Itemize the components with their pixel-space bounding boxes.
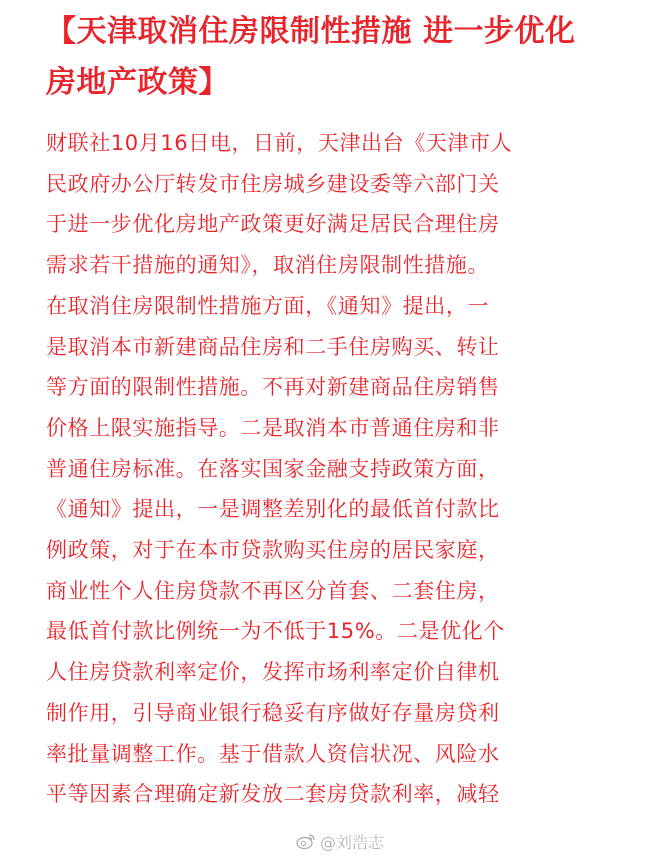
body-line: 平等因素合理确定新发放二套房贷款利率，减轻 — [46, 782, 500, 807]
body-line: 财联社10月16日电，日前，天津出台《天津市人 — [46, 131, 513, 155]
body-line: 例政策，对于在本市贷款购买住房的居民家庭， — [46, 538, 500, 563]
weibo-logo-icon — [296, 832, 316, 850]
title-line-2: 房地产政策】 — [46, 65, 229, 100]
body-line: 率批量调整工作。基于借款人资信状况、风险水 — [46, 741, 500, 766]
body-line: 人住房贷款利率定价，发挥市场利率定价自律机 — [46, 660, 500, 685]
watermark-text: @刘浩志 — [320, 832, 385, 852]
body-line: 普通住房标准。在落实国家金融支持政策方面， — [46, 456, 500, 481]
article-body — [46, 123, 646, 815]
body-line: 需求若干措施的通知》，取消住房限制性措施。 — [46, 253, 490, 278]
body-line: 在取消住房限制性措施方面，《通知》提出，一 — [46, 293, 490, 318]
body-line: 制作用，引导商业银行稳妥有序做好存量房贷利 — [46, 700, 500, 725]
title-line-1: 【天津取消住房限制性措施 进一步优化 — [46, 14, 576, 49]
body-line: 《通知》提出，一是调整差别化的最低首付款比 — [46, 497, 500, 522]
watermark — [296, 830, 384, 852]
body-line: 商业性个人住房贷款不再区分首套、二套住房， — [46, 578, 500, 603]
article-title — [46, 6, 646, 108]
body-line: 于进一步优化房地产政策更好满足居民合理住房 — [46, 212, 500, 237]
body-line: 是取消本市新建商品住房和二手住房购买、转让 — [46, 334, 500, 359]
body-line: 最低首付款比例统一为不低于15%。二是优化个 — [46, 619, 505, 644]
body-line: 价格上限实施指导。二是取消本市普通住房和非 — [46, 415, 500, 440]
body-line: 民政府办公厅转发市住房城乡建设委等六部门关 — [46, 171, 500, 196]
body-line: 等方面的限制性措施。不再对新建商品住房销售 — [46, 375, 500, 400]
